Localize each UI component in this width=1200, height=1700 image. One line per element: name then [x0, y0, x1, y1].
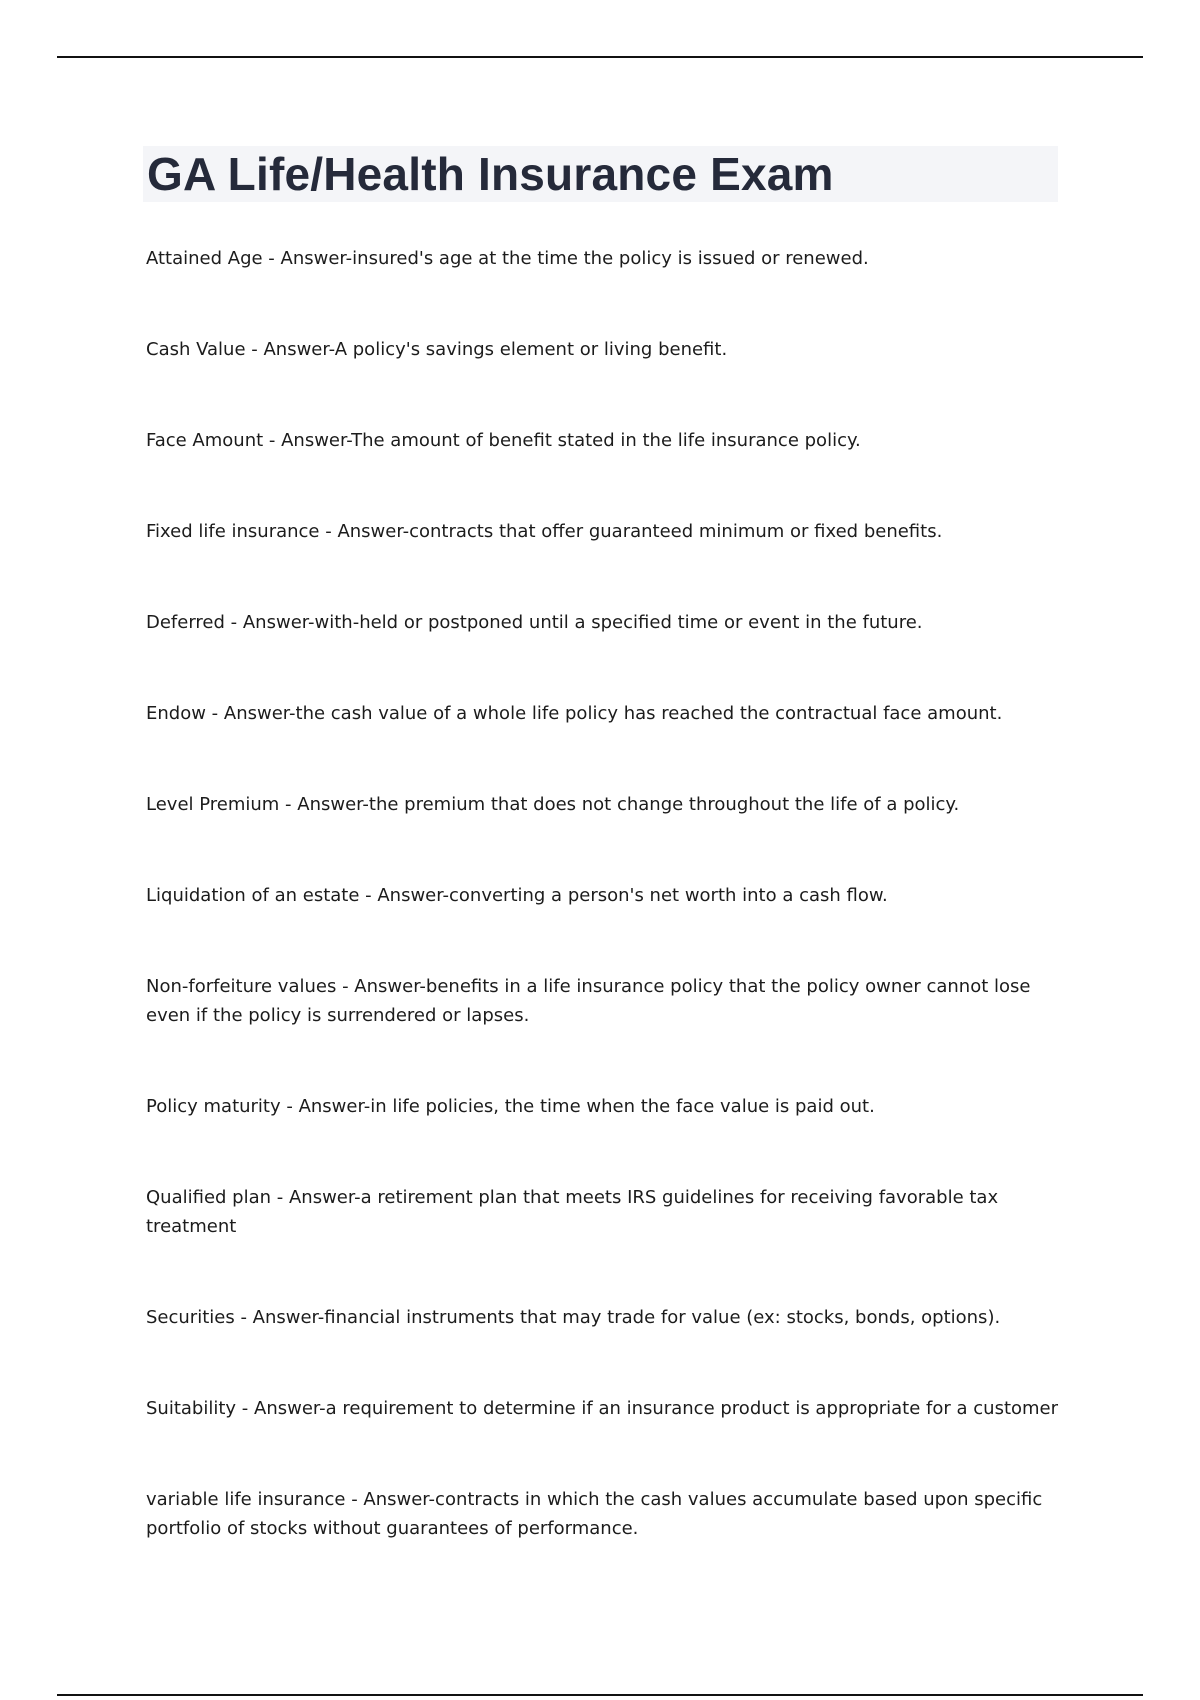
- glossary-entry: Non-forfeiture values - Answer-benefits in a life insurance policy that the policy owner cannot lose even if the policy is surrendered or lapses.: [146, 976, 1031, 1026]
- page-title: GA Life/Health Insurance Exam: [147, 148, 834, 200]
- glossary-entry: Deferred - Answer-with-held or postponed until a specified time or event in the future.: [146, 612, 923, 633]
- bottom-divider: [57, 1694, 1143, 1696]
- top-divider: [57, 56, 1143, 58]
- glossary-entry: Liquidation of an estate - Answer-converting a person's net worth into a cash flow.: [146, 885, 888, 906]
- glossary-entry: Level Premium - Answer-the premium that does not change throughout the life of a policy.: [146, 794, 960, 815]
- glossary-entry: Cash Value - Answer-A policy's savings element or living benefit.: [146, 339, 728, 360]
- glossary-entry: Endow - Answer-the cash value of a whole life policy has reached the contractual face amount.: [146, 703, 1003, 724]
- glossary-entry: variable life insurance - Answer-contracts in which the cash values accumulate based upon specific portfolio of stocks without guarantees of performance.: [146, 1489, 1043, 1539]
- glossary-entry: Face Amount - Answer-The amount of benefit stated in the life insurance policy.: [146, 430, 861, 451]
- glossary-entry: Fixed life insurance - Answer-contracts that offer guaranteed minimum or fixed benefits.: [146, 521, 943, 542]
- glossary-list: [146, 244, 1066, 1543]
- glossary-entry: Policy maturity - Answer-in life policies, the time when the face value is paid out.: [146, 1096, 875, 1117]
- glossary-entry: Suitability - Answer-a requirement to determine if an insurance product is appropriate for a customer: [146, 1398, 1059, 1419]
- glossary-entry: Qualified plan - Answer-a retirement plan that meets IRS guidelines for receiving favorable tax treatment: [146, 1187, 999, 1237]
- title-banner: [143, 146, 1058, 202]
- glossary-entry: Securities - Answer-financial instruments that may trade for value (ex: stocks, bonds, options).: [146, 1307, 1001, 1328]
- glossary-entry: Attained Age - Answer-insured's age at the time the policy is issued or renewed.: [146, 248, 869, 269]
